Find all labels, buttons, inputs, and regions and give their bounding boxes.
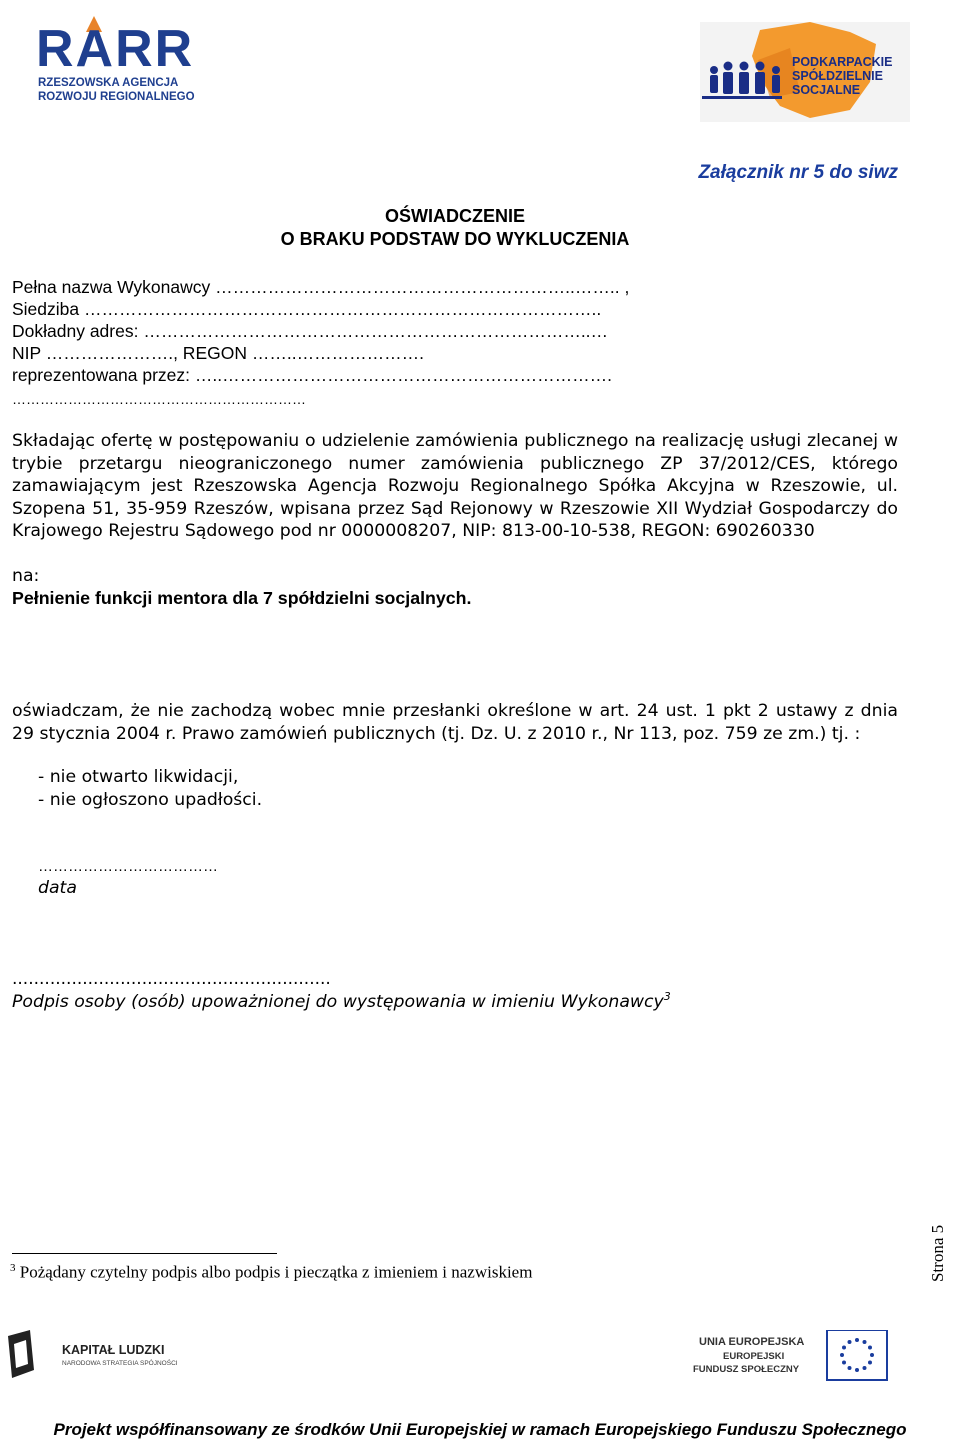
field-address: Dokładny adres: …………………………………………………………………..… (12, 321, 609, 341)
eu-star-icon (863, 1366, 867, 1370)
ue-logo-line3: FUNDUSZ SPOŁECZNY (693, 1364, 800, 1375)
eu-star-icon (868, 1346, 872, 1350)
footnote (10, 1262, 532, 1283)
offer-paragraph (12, 430, 898, 543)
eu-flag-icon (827, 1330, 887, 1380)
funding-note: Projekt współfinansowany ze środków Unii Europejskiej w ramach Europejskiego Funduszu Społecznego (53, 1420, 907, 1439)
pss-logo-line1: PODKARPACKIE (792, 55, 893, 69)
eu-star-icon (848, 1366, 852, 1370)
declaration-item: - nie ogłoszono upadłości. (38, 790, 263, 810)
signature-label-text: Podpis osoby (osób) upoważnionej do występowania w imieniu Wykonawcy (12, 991, 664, 1012)
field-extra-dots: ……………………………………………………… (12, 391, 306, 407)
field-nip-regon: NIP …………………., REGON ……..…………………. (12, 343, 424, 363)
signature-placeholder: ........................................................... (12, 969, 331, 989)
rarr-logo-line1: RZESZOWSKA AGENCJA (38, 77, 179, 89)
kl-logo-line2: NARODOWA STRATEGIA SPÓJNOŚCI (62, 1360, 178, 1367)
date-placeholder: ……………………………… (38, 858, 218, 875)
document-subtitle: O BRAKU PODSTAW DO WYKLUCZENIA (280, 229, 630, 249)
ue-logo-line2: EUROPEJSKI (723, 1351, 785, 1362)
footnote-number: 3 (10, 1262, 16, 1274)
eu-star-icon (855, 1338, 859, 1342)
declaration-paragraph: oświadczam, że nie zachodzą wobec mnie przesłanki określone w art. 24 ust. 1 pkt 2 ustawy z dnia 29 stycznia 2004 r. Prawo zamówień publicznych (tj. Dz. U. z 2010 r., Nr 113, poz. 759 ze zm.) tj. : (12, 701, 898, 744)
date-label: data (38, 878, 77, 898)
eu-star-icon (870, 1353, 874, 1357)
contract-subject: Pełnienie funkcji mentora dla 7 spółdzielni socjalnych. (12, 588, 472, 608)
pss-logo-line3: SOCJALNE (792, 83, 861, 97)
declaration-item: - nie otwarto likwidacji, (38, 767, 239, 787)
signature-label (12, 990, 671, 1012)
kl-logo-line1: KAPITAŁ LUDZKI (62, 1343, 165, 1357)
rarr-logo-line2: ROZWOJU REGIONALNEGO (38, 91, 195, 103)
pss-logo-line2: SPÓŁDZIELNIE (792, 69, 883, 83)
eu-star-icon (848, 1340, 852, 1344)
document-title: OŚWIADCZENIE (384, 206, 525, 226)
eu-star-icon (868, 1361, 872, 1365)
rarr-logo (28, 8, 198, 110)
page-number: Strona 5 (928, 1224, 947, 1282)
eu-star-icon (863, 1340, 867, 1344)
footnote-text: Pożądany czytelny podpis albo podpis i pieczątka z imieniem i nazwiskiem (19, 1262, 533, 1282)
offer-paragraph-text: Składając ofertę w postępowaniu o udzielenie zamówienia publicznego na realizację usługi zlecanej w trybie przetargu nieograniczonego numer zamówienia publicznego ZP 37/2012/CES, którego zamawiającym jest Rzeszowska Agencja Rozwoju Regionalnego Spółka Akcyjna w Rzeszowie, ul. Szopena 51, 35-959 Rzeszów, wpisana przez Sąd Rejonowy w Rzeszowie XII Wydział Gospodarczy do Krajowego Rejestru Sądowego pod nr 0000008207, NIP: 813-00-10-538, REGON: 690260330 (12, 431, 898, 541)
kapital-ludzki-logo (4, 1330, 194, 1380)
eu-star-icon (842, 1346, 846, 1350)
attachment-label: Załącznik nr 5 do siwz (698, 162, 898, 183)
eu-star-icon (855, 1368, 859, 1372)
eu-star-icon (842, 1361, 846, 1365)
field-seat: Siedziba …………………………………………………………………………….. (12, 299, 602, 319)
ue-logo-line1: UNIA EUROPEJSKA (699, 1336, 805, 1348)
eu-star-icon (840, 1353, 844, 1357)
field-full-name: Pełna nazwa Wykonawcy ……………………………………………………..…….. , (12, 277, 630, 297)
footnote-reference: 3 (663, 990, 671, 1003)
field-represented-by: reprezentowana przez: …..…………………………………………………………. (12, 365, 612, 385)
na-label: na: (12, 566, 40, 586)
footnote-divider (12, 1253, 277, 1254)
rarr-logo-name: RARR (36, 20, 195, 78)
eu-logo (693, 1330, 893, 1382)
pss-logo (700, 22, 910, 122)
